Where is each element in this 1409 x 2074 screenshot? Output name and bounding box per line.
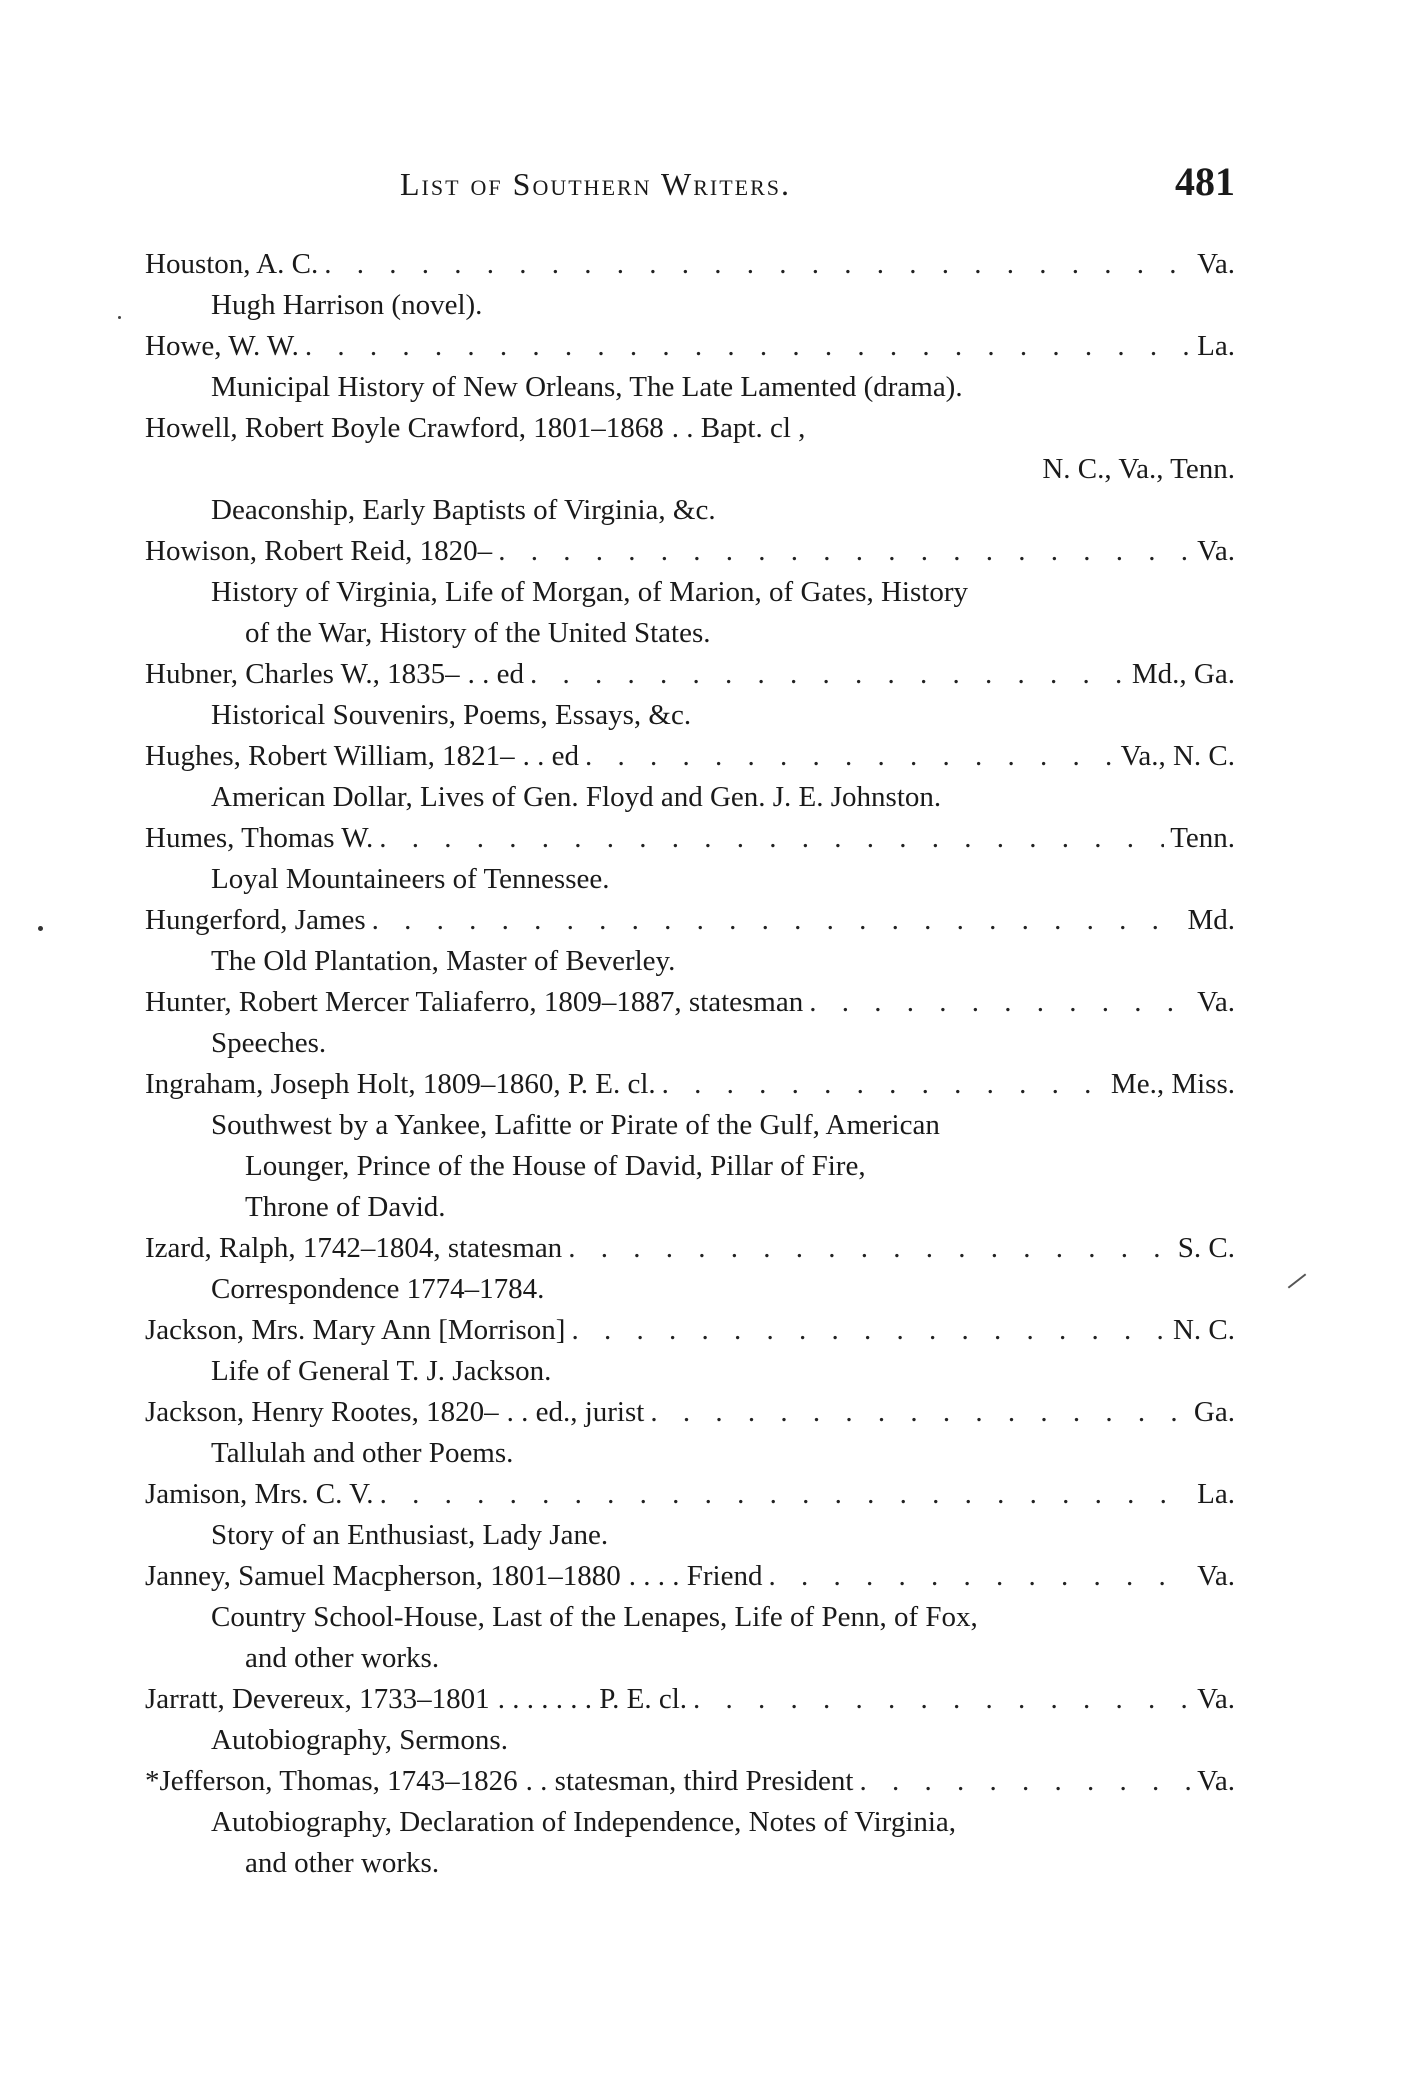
writer-name: Jackson, Henry Rootes, 1820– [145,1396,499,1428]
writer-place: Md., Ga. [1131,658,1235,690]
writer-name: Hubner, Charles W., 1835– [145,658,460,690]
writer-works-continued: Throne of David. [245,1191,446,1223]
running-head: List of Southern Writers. [400,166,791,202]
writer-name: Howell, Robert Boyle Crawford, 1801–1868 [145,412,664,444]
writer-works: History of Virginia, Life of Morgan, of Marion, of Gates, History [211,576,968,608]
page-header [145,158,1235,218]
writer-works: Country School-House, Last of the Lenapes, Life of Penn, of Fox, [211,1601,978,1633]
writer-works: Story of an Enthusiast, Lady Jane. [211,1519,609,1551]
writer-occupation: . . Bapt. cl , [671,412,806,444]
dot-leader [859,1761,1191,1802]
writer-entry [145,1064,1235,1228]
writer-occupation: . . . . . . . P. E. cl. [497,1683,687,1715]
writer-entry [145,1228,1235,1310]
writer-occupation: . . ed [467,658,524,690]
writer-entry [145,1474,1235,1556]
dot-leader [650,1392,1188,1433]
dot-leader [693,1679,1191,1720]
dot-leader [498,531,1191,572]
writer-entry [145,408,1235,531]
writer-name: Howe, W. W. [145,330,299,362]
writer-place: S. C. [1177,1232,1235,1264]
writer-works: Autobiography, Declaration of Independence, Notes of Virginia, [211,1806,957,1838]
writer-works-continued: and other works. [245,1642,440,1674]
writer-name: Jamison, Mrs. C. V. [145,1478,374,1510]
writer-name: Janney, Samuel Macpherson, 1801–1880 [145,1560,621,1592]
writer-occupation: . . ed., jurist [506,1396,645,1428]
writer-works: Historical Souvenirs, Poems, Essays, &c. [211,699,692,731]
writer-works: Speeches. [211,1027,327,1059]
writer-place: Va., N. C. [1120,740,1235,772]
dot-leader [809,982,1191,1023]
writer-entry [145,736,1235,818]
writer-works: Loyal Mountaineers of Tennessee. [211,863,610,895]
writer-entry [145,654,1235,736]
writer-name: Jackson, Mrs. Mary Ann [Morrison] [145,1314,566,1346]
writer-place: Ga. [1193,1396,1235,1428]
writer-works-continued: Lounger, Prince of the House of David, Pillar of Fire, [245,1150,866,1182]
writer-place: N. C. [1172,1314,1235,1346]
writer-works: Life of General T. J. Jackson. [211,1355,552,1387]
dot-leader [305,326,1191,367]
writer-entry [145,244,1235,326]
dot-leader [662,1064,1105,1105]
dot-leader [372,900,1182,941]
writer-entry [145,1556,1235,1679]
writer-name: Jarratt, Devereux, 1733–1801 [145,1683,490,1715]
writer-place: Va. [1197,1683,1235,1715]
writer-works-continued: and other works. [245,1847,440,1879]
writer-entry [145,818,1235,900]
dot-leader [768,1556,1191,1597]
writer-entry [145,982,1235,1064]
writer-works: Tallulah and other Poems. [211,1437,514,1469]
page-number: 481 [1175,159,1235,204]
pencil-tick-mark [1288,1273,1307,1288]
writer-occupation: . . . . Friend [628,1560,763,1592]
writer-works: Municipal History of New Orleans, The Late Lamented (drama). [211,371,963,403]
writer-works: American Dollar, Lives of Gen. Floyd and Gen. J. E. Johnston. [211,781,942,813]
writer-name: Hughes, Robert William, 1821– [145,740,515,772]
writer-works: Deaconship, Early Baptists of Virginia, &c. [211,494,716,526]
writer-place: Va. [1197,248,1235,280]
writer-entry [145,1679,1235,1761]
writer-name: *Jefferson, Thomas, 1743–1826 [145,1765,518,1797]
writer-entry [145,326,1235,408]
writer-place: N. C., Va., Tenn. [1042,453,1235,485]
writer-works: The Old Plantation, Master of Beverley. [211,945,676,977]
writer-place: Tenn. [1170,822,1235,854]
writer-entry [145,900,1235,982]
dot-leader [571,1310,1166,1351]
dot-leader [530,654,1126,695]
writer-name: Howison, Robert Reid, 1820– [145,535,493,567]
dot-leader [324,244,1191,285]
writer-place: La. [1197,1478,1235,1510]
writer-name: Houston, A. C. [145,248,319,280]
stray-mark [118,316,121,319]
writer-works: Autobiography, Sermons. [211,1724,508,1756]
dot-leader [379,818,1164,859]
writer-place: Md. [1187,904,1235,936]
writer-entry [145,1310,1235,1392]
writer-name: Hungerford, James [145,904,366,936]
dot-leader [380,1474,1192,1515]
writer-place: Va. [1197,986,1235,1018]
writer-name: Ingraham, Joseph Holt, 1809–1860, P. E. cl. [145,1068,656,1100]
writer-occupation: . . statesman, third President [525,1765,854,1797]
writer-name: Humes, Thomas W. [145,822,374,854]
writer-works: Hugh Harrison (novel). [211,289,483,321]
writer-place: Va. [1197,1560,1235,1592]
writer-works: Southwest by a Yankee, Lafitte or Pirate of the Gulf, American [211,1109,940,1141]
writer-place: Va. [1197,535,1235,567]
writer-place: Me., Miss. [1110,1068,1235,1100]
writer-entry [145,531,1235,654]
dot-leader [585,736,1115,777]
margin-dot [38,926,43,931]
writer-name: Hunter, Robert Mercer Taliaferro, 1809–1887, statesman [145,986,804,1018]
writer-works-continued: of the War, History of the United States. [245,617,711,649]
writer-name: Izard, Ralph, 1742–1804, statesman [145,1232,563,1264]
writer-entry [145,1392,1235,1474]
writer-list [145,244,1235,1884]
writer-works: Correspondence 1774–1784. [211,1273,545,1305]
writer-occupation: . . ed [522,740,579,772]
dot-leader [568,1228,1172,1269]
writer-entry [145,1761,1235,1884]
writer-place: Va. [1197,1765,1235,1797]
writer-place: La. [1197,330,1235,362]
